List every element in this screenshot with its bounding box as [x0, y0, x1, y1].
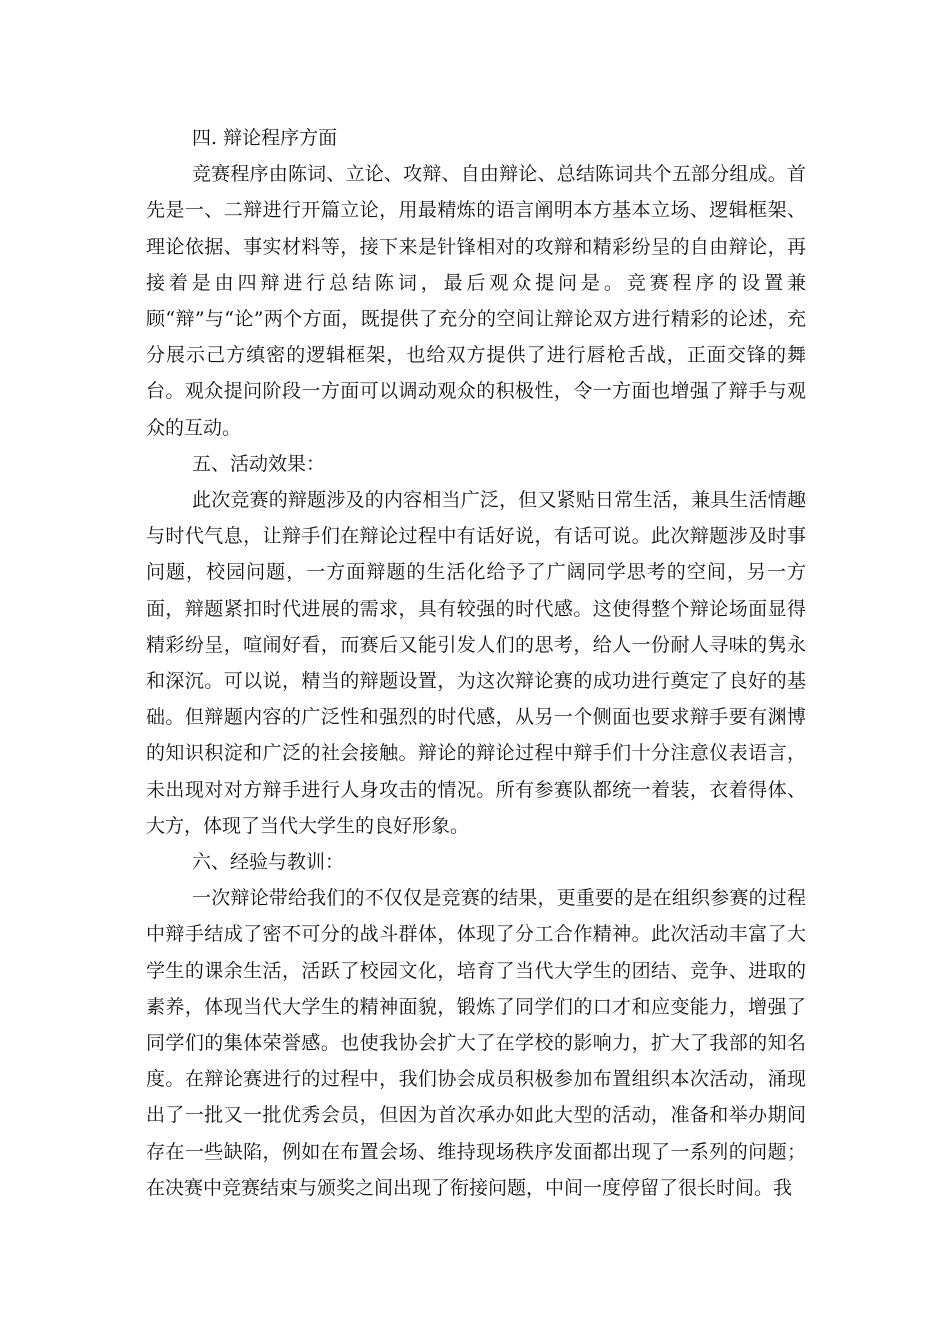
- section-5-heading: 五、活动效果：: [192, 452, 326, 475]
- section-6-paragraph: 一次辩论带给我们的不仅仅是竞赛的结果，更重要的是在组织参赛的过程中辩手结成了密不可分的战斗群体，体现了分工合作精神。此次活动丰富了大学生的课余生活，活跃了校园文化，培育了当代大学生的团结、竞争、进取的素养，体现当代大学生的精神面貌，锻炼了同学们的口才和应变能力，增强了同学们的集体荣誉感。也使我协会扩大了在学校的影响力，扩大了我部的知名度。在辩论赛进行的过程中，我们协会成员积极参加布置组织本次活动，涌现出了一批又一批优秀会员，但因为首次承办如此大型的活动，准备和举办期间存在一些缺陷，例如在布置会场、维持现场秩序发面都出现了一系列的问题；在决赛中竞赛结束与颁奖之间出现了衔接问题，中间一度停留了很长时间。我: [146, 887, 806, 1199]
- section-4-paragraph: 竞赛程序由陈词、立论、攻辩、自由辩论、总结陈词共个五部分组成。首先是一、二辩进行开篇立论，用最精炼的语言阐明本方基本立场、逻辑框架、理论依据、事实材料等，接下来是针锋相对的攻辩和精彩纷呈的自由辩论，再接着是由四辩进行总结陈词，最后观众提问是。竞赛程序的设置兼顾“辩”与“论”两个方面，既提供了充分的空间让辩论双方进行精彩的论述，充分展示己方缜密的逻辑框架，也给双方提供了进行唇枪舌战，正面交锋的舞台。观众提问阶段一方面可以调动观众的积极性，令一方面也增强了辩手与观众的互动。: [146, 163, 806, 439]
- section-5-paragraph: 此次竞赛的辩题涉及的内容相当广泛，但又紧贴日常生活，兼具生活情趣与时代气息，让辩手们在辩论过程中有话好说，有话可说。此次辩题涉及时事问题，校园问题，一方面辩题的生活化给予了广阔同学思考的空间，另一方面，辩题紧扣时代进展的需求，具有较强的时代感。这使得整个辩论场面显得精彩纷呈，喧闹好看，而赛后又能引发人们的思考，给人一份耐人寻味的隽永和深沉。可以说，精当的辩题设置，为这次辩论赛的成功进行奠定了良好的基础。但辩题内容的广泛性和强烈的时代感，从另一个侧面也要求辩手要有渊博的知识积淀和广泛的社会接触。辩论的辩论过程中辩手们十分注意仪表语言，未出现对对方辩手进行人身攻击的情况。所有参赛队都统一着装，衣着得体、大方，体现了当代大学生的良好形象。: [146, 489, 806, 837]
- document-body: [146, 120, 806, 1206]
- section-6-heading: 六、经验与教训：: [192, 851, 345, 874]
- section-4-heading: 四. 辩论程序方面: [192, 127, 338, 149]
